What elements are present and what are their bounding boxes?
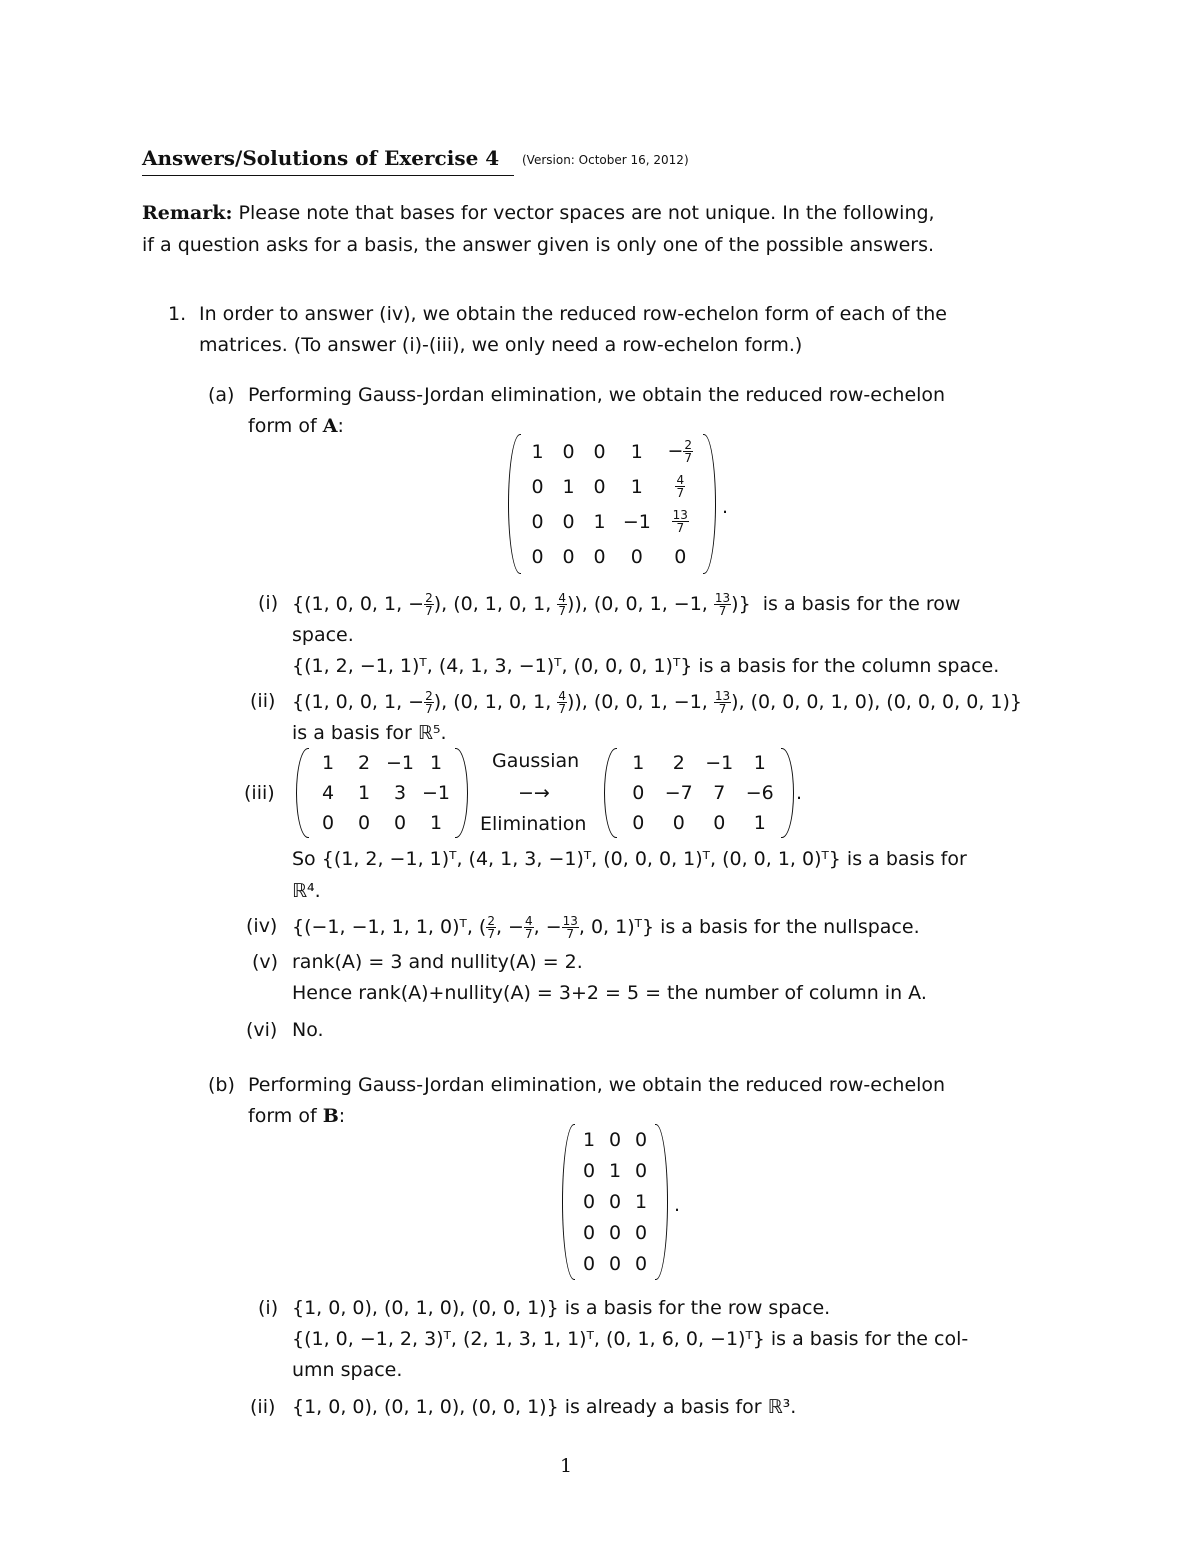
page-number: 1 [560,1455,573,1477]
remark-text-1: Please note that bases for vector spaces are not unique. In the following, [238,202,935,224]
matrix-entry: 0 [593,440,606,463]
part-b-i-line-1: {1, 0, 0), (0, 1, 0), (0, 0, 1)} is a basis for the row space. [292,1297,831,1319]
left-paren [296,748,309,838]
matrix-entry: 1 [357,782,371,804]
matrix-entry: −7 [664,782,693,804]
matrix-entry: −1 [622,510,651,533]
matrix-entry: −1 [421,782,450,804]
part-a-ii-line-2: is a basis for ℝ⁵. [292,722,447,744]
matrix-a-period: . [722,496,729,518]
part-a-iii-label: (iii) [244,782,275,804]
matrix-entry: 1 [634,1190,648,1213]
matrix-entry: −6 [745,782,774,804]
matrix-entry: 1 [321,752,335,774]
part-b-ii-label: (ii) [250,1396,276,1418]
matrix-entry: 0 [393,812,407,834]
matrix-entry: 0 [593,545,606,568]
question-number: 1. [168,303,187,325]
part-a-iv-line: {(−1, −1, 1, 1, 0)ᵀ, ( $\frac{2}{7}$ , − $\frac{4}{7}$ , − $\frac{13}{7}$ , 0, 1)ᵀ} is a basis for the nullspace. [292,914,920,941]
part-b-ii-text: {1, 0, 0), (0, 1, 0), (0, 0, 1)} is already a basis for ℝ³. [292,1396,797,1418]
matrix-entry: 0 [531,545,544,568]
matrix-entry: 0 [630,545,643,568]
matrix-entry: 3 [393,782,407,804]
part-b-label: (b) [208,1074,235,1096]
matrix-entry: 0 [593,475,606,498]
matrix-entry: 0 [608,1128,622,1151]
matrix-entry: 2 [357,752,371,774]
part-b-line-1: Performing Gauss-Jordan elimination, we obtain the reduced row-echelon [248,1074,946,1096]
part-a-vi-label: (vi) [246,1019,278,1041]
gaussian-label: Gaussian [492,750,580,772]
part-a-ii-label: (ii) [250,690,276,712]
part-b-i-line-3: umn space. [292,1359,403,1381]
matrix-entry: 0 [632,812,645,834]
title-underline [142,175,514,176]
matrix-entry: 0 [713,812,726,834]
matrix-entry: 1 [608,1159,622,1182]
matrix-entry: 0 [634,1222,648,1245]
part-b-i-line-2: {(1, 0, −1, 2, 3)ᵀ, (2, 1, 3, 1, 1)ᵀ, (0, 1, 6, 0, −1)ᵀ} is a basis for the col- [292,1328,969,1350]
matrix-entry: 0 [608,1190,622,1213]
matrix-entry: 1 [753,812,766,834]
part-a-i-label: (i) [258,592,279,614]
matrix-entry: 7 [713,782,726,804]
matrix-a-grid [522,434,702,574]
matrix-entry: 2 [672,752,685,774]
matrix-a-ref-grid [618,748,780,838]
part-a-line-1: Performing Gauss-Jordan elimination, we obtain the reduced row-echelon [248,384,946,406]
matrix-entry: 1 [632,752,645,774]
matrix-entry: 0 [562,440,575,463]
part-a-iii-line-1: So {(1, 2, −1, 1)ᵀ, (4, 1, 3, −1)ᵀ, (0, 0, 0, 1)ᵀ, (0, 0, 1, 0)ᵀ} is a basis for [292,848,967,870]
matrix-entry: 0 [357,812,371,834]
matrix-entry: − $\frac{2}{7}$ [667,438,693,465]
matrix-entry: 0 [531,475,544,498]
matrix-entry: 4 [321,782,335,804]
matrix-a-rref [508,434,716,574]
part-a-vi-text: No. [292,1019,324,1041]
part-a-line-2: form of A: [248,415,344,437]
matrix-a-ref [604,748,794,838]
matrix-ref-period: . [796,782,803,804]
question-line-2: matrices. (To answer (i)-(iii), we only need a row-echelon form.) [199,334,803,356]
right-paren [455,748,468,838]
matrix-entry: 0 [608,1222,622,1245]
matrix-entry: 1 [429,812,443,834]
matrix-entry: 1 [753,752,766,774]
left-paren [562,1124,575,1280]
remark-label: Remark: [142,202,233,224]
right-paren [703,434,716,574]
matrix-entry: 0 [582,1222,596,1245]
version-note: (Version: October 16, 2012) [522,153,689,167]
matrix-entry: 0 [582,1190,596,1213]
left-paren [604,748,617,838]
part-a-v-label: (v) [252,951,279,973]
part-a-i-line-2: space. [292,624,354,646]
matrix-b-period: . [674,1194,681,1216]
matrix-entry: −1 [385,752,414,774]
right-paren [655,1124,668,1280]
left-paren [508,434,521,574]
part-a-i-line-1: {(1, 0, 0, 1, − $\frac{2}{7}$ ), (0, 1, 0, 1, $\frac{4}{7}$ )), (0, 0, 1, −1, $\frac{13}{7}$ )} is a basis for the row [292,591,961,618]
question-line-1: In order to answer (iv), we obtain the reduced row-echelon form of each of the [199,303,947,325]
matrix-b-grid [576,1124,654,1280]
matrix-a-original-grid [310,748,454,838]
matrix-entry: 0 [582,1253,596,1276]
matrix-entry: 0 [634,1159,648,1182]
matrix-entry: 0 [634,1253,648,1276]
page-title: Answers/Solutions of Exercise 4 [142,146,500,170]
matrix-entry: 0 [634,1128,648,1151]
part-a-label: (a) [208,384,235,406]
matrix-entry: 1 [429,752,443,774]
matrix-entry: 1 [630,475,643,498]
part-a-iv-label: (iv) [246,915,278,937]
matrix-entry: 0 [562,510,575,533]
matrix-entry: 1 [531,440,544,463]
matrix-entry: 1 [593,510,606,533]
elimination-label: Elimination [480,813,587,835]
part-a-i-line-3: {(1, 2, −1, 1)ᵀ, (4, 1, 3, −1)ᵀ, (0, 0, 0, 1)ᵀ} is a basis for the column space. [292,655,1000,677]
part-a-iii-line-2: ℝ⁴. [292,880,321,902]
matrix-b-symbol: B [322,1105,339,1127]
remark-line-2: if a question asks for a basis, the answer given is only one of the possible answers. [142,234,935,256]
right-paren [781,748,794,838]
part-a-ii-line-1: {(1, 0, 0, 1, − $\frac{2}{7}$ ), (0, 1, 0, 1, $\frac{4}{7}$ )), (0, 0, 1, −1, $\frac{13}{7}$ ), (0, 0, 0, 1, 0), (0, 0, 0, 0, 1)} [292,689,1022,716]
part-a-v-line-1: rank(A) = 3 and nullity(A) = 2. [292,951,583,973]
part-b-line-2: form of B: [248,1105,346,1127]
matrix-entry: 1 [630,440,643,463]
matrix-a-original [296,748,468,838]
part-a-v-line-2: Hence rank(A)+nullity(A) = 3+2 = 5 = the number of column in A. [292,982,927,1004]
remark-line-1 [142,202,935,224]
matrix-entry: 0 [582,1159,596,1182]
matrix-entry: 0 [608,1253,622,1276]
matrix-entry: 0 [672,812,685,834]
matrix-entry: $\frac{13}{7}$ [672,508,688,535]
matrix-entry: 0 [632,782,645,804]
arrow-icon: −→ [518,782,550,804]
matrix-entry: 1 [562,475,575,498]
matrix-entry: $\frac{4}{7}$ [676,473,685,500]
matrix-entry: 0 [321,812,335,834]
part-b-i-label: (i) [258,1297,279,1319]
matrix-b-rref [562,1124,668,1280]
matrix-a-symbol: A [322,415,338,437]
matrix-entry: 1 [582,1128,596,1151]
matrix-entry: 0 [531,510,544,533]
matrix-entry: 0 [674,545,687,568]
matrix-entry: 0 [562,545,575,568]
matrix-entry: −1 [705,752,734,774]
